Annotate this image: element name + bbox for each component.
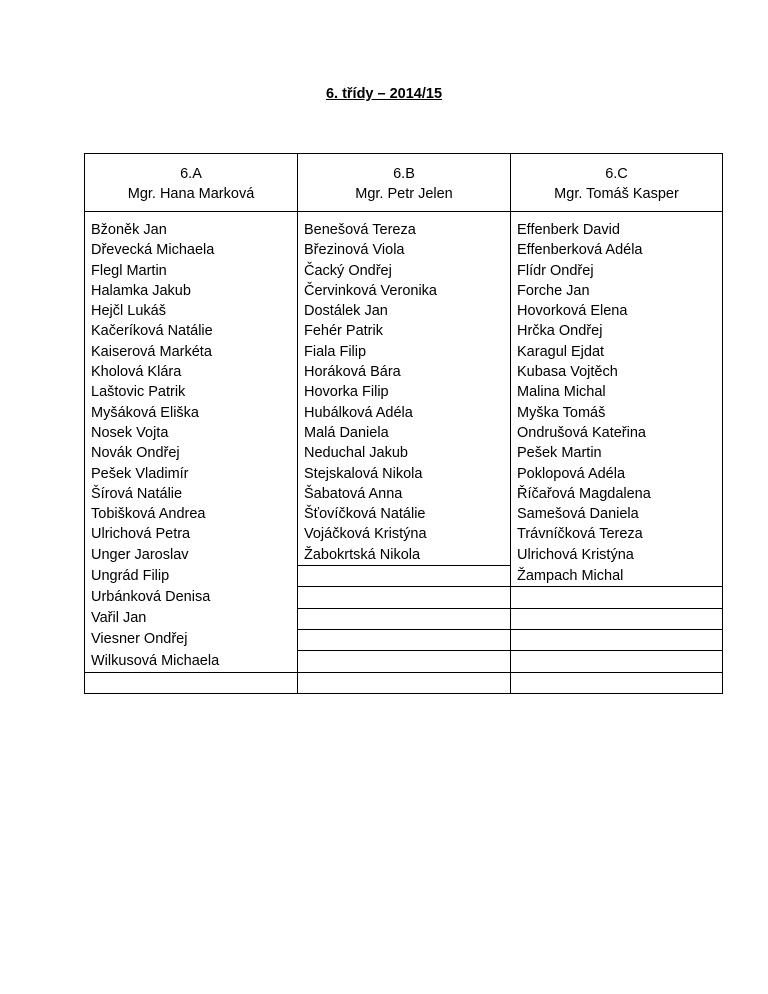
student-row: [85, 382, 723, 402]
student-row: [85, 423, 723, 443]
spacer-cell: [85, 212, 298, 221]
student-cell: [511, 587, 723, 608]
student-row: [85, 443, 723, 463]
student-cell: Laštovic Patrik: [85, 382, 298, 402]
student-cell: Neduchal Jakub: [298, 443, 511, 463]
student-cell: Hubálková Adéla: [298, 403, 511, 423]
student-row: [85, 220, 723, 240]
spacer-cell: [298, 212, 511, 221]
student-row: [85, 504, 723, 524]
student-cell: Myška Tomáš: [511, 403, 723, 423]
student-cell: Vařil Jan: [85, 608, 298, 629]
student-cell: Poklopová Adéla: [511, 464, 723, 484]
student-cell: Trávníčková Tereza: [511, 524, 723, 544]
student-row: [85, 629, 723, 650]
student-cell: Fehér Patrik: [298, 321, 511, 341]
student-cell: [298, 587, 511, 608]
student-cell: Ungrád Filip: [85, 566, 298, 587]
student-row: [85, 240, 723, 260]
class-teacher: Mgr. Tomáš Kasper: [554, 185, 679, 202]
student-cell: [85, 672, 298, 693]
student-cell: Kholová Klára: [85, 362, 298, 382]
student-cell: [511, 651, 723, 672]
student-cell: [298, 629, 511, 650]
student-cell: [298, 672, 511, 693]
student-row: [85, 362, 723, 382]
student-cell: [298, 566, 511, 587]
student-cell: Nosek Vojta: [85, 423, 298, 443]
student-cell: Hejčl Lukáš: [85, 301, 298, 321]
student-cell: Pešek Martin: [511, 443, 723, 463]
student-cell: [298, 608, 511, 629]
spacer-cell: [511, 212, 723, 221]
student-cell: Hovorková Elena: [511, 301, 723, 321]
class-name: 6.B: [393, 165, 415, 182]
student-cell: Bžoněk Jan: [85, 220, 298, 240]
student-cell: Flegl Martin: [85, 261, 298, 281]
student-cell: Kaiserová Markéta: [85, 342, 298, 362]
student-cell: [298, 651, 511, 672]
student-cell: Samešová Daniela: [511, 504, 723, 524]
student-cell: Hrčka Ondřej: [511, 321, 723, 341]
student-row: [85, 608, 723, 629]
student-cell: Kubasa Vojtěch: [511, 362, 723, 382]
student-cell: Dřevecká Michaela: [85, 240, 298, 260]
student-cell: Žampach Michal: [511, 566, 723, 587]
spacer-row: [85, 212, 723, 221]
student-row: [85, 281, 723, 301]
student-cell: Horáková Bára: [298, 362, 511, 382]
student-cell: Ondrušová Kateřina: [511, 423, 723, 443]
student-cell: Žabokrtská Nikola: [298, 545, 511, 566]
header-row: [85, 154, 723, 212]
student-cell: Šabatová Anna: [298, 484, 511, 504]
student-cell: Říčařová Magdalena: [511, 484, 723, 504]
student-cell: Ulrichová Petra: [85, 524, 298, 544]
student-cell: Červinková Veronika: [298, 281, 511, 301]
student-cell: Effenberková Adéla: [511, 240, 723, 260]
class-name: 6.C: [605, 165, 628, 182]
student-row: [85, 484, 723, 504]
class-header-6b: [298, 154, 511, 212]
student-row: [85, 672, 723, 693]
student-cell: Malina Michal: [511, 382, 723, 402]
student-cell: [511, 629, 723, 650]
student-cell: Flídr Ondřej: [511, 261, 723, 281]
student-cell: Pešek Vladimír: [85, 464, 298, 484]
student-row: [85, 321, 723, 341]
student-cell: Benešová Tereza: [298, 220, 511, 240]
student-cell: Forche Jan: [511, 281, 723, 301]
student-cell: Malá Daniela: [298, 423, 511, 443]
student-cell: Březinová Viola: [298, 240, 511, 260]
class-header-6a: [85, 154, 298, 212]
student-cell: Urbánková Denisa: [85, 587, 298, 608]
class-roster-table: [84, 153, 723, 694]
student-cell: Myšáková Eliška: [85, 403, 298, 423]
student-cell: [511, 608, 723, 629]
student-row: [85, 587, 723, 608]
student-row: [85, 301, 723, 321]
student-cell: Halamka Jakub: [85, 281, 298, 301]
student-row: [85, 545, 723, 566]
student-cell: Šírová Natálie: [85, 484, 298, 504]
student-row: [85, 261, 723, 281]
student-cell: Čacký Ondřej: [298, 261, 511, 281]
student-cell: Wilkusová Michaela: [85, 651, 298, 672]
student-cell: Fiala Filip: [298, 342, 511, 362]
student-cell: Vojáčková Kristýna: [298, 524, 511, 544]
class-teacher: Mgr. Petr Jelen: [355, 185, 453, 202]
student-row: [85, 342, 723, 362]
student-cell: Kačeríková Natálie: [85, 321, 298, 341]
student-row: [85, 524, 723, 544]
class-header-6c: [511, 154, 723, 212]
student-cell: Unger Jaroslav: [85, 545, 298, 566]
student-cell: Effenberk David: [511, 220, 723, 240]
student-cell: Dostálek Jan: [298, 301, 511, 321]
student-cell: Ulrichová Kristýna: [511, 545, 723, 566]
student-cell: Novák Ondřej: [85, 443, 298, 463]
class-name: 6.A: [180, 165, 202, 182]
student-cell: Hovorka Filip: [298, 382, 511, 402]
roster-body: [85, 212, 723, 694]
student-row: [85, 651, 723, 672]
student-cell: Karagul Ejdat: [511, 342, 723, 362]
student-row: [85, 566, 723, 587]
student-row: [85, 464, 723, 484]
student-row: [85, 403, 723, 423]
class-teacher: Mgr. Hana Marková: [127, 185, 255, 202]
student-cell: Tobišková Andrea: [85, 504, 298, 524]
student-cell: Šťovíčková Natálie: [298, 504, 511, 524]
student-cell: [511, 672, 723, 693]
student-cell: Viesner Ondřej: [85, 629, 298, 650]
document-title: 6. třídy – 2014/15: [325, 86, 443, 102]
student-cell: Stejskalová Nikola: [298, 464, 511, 484]
